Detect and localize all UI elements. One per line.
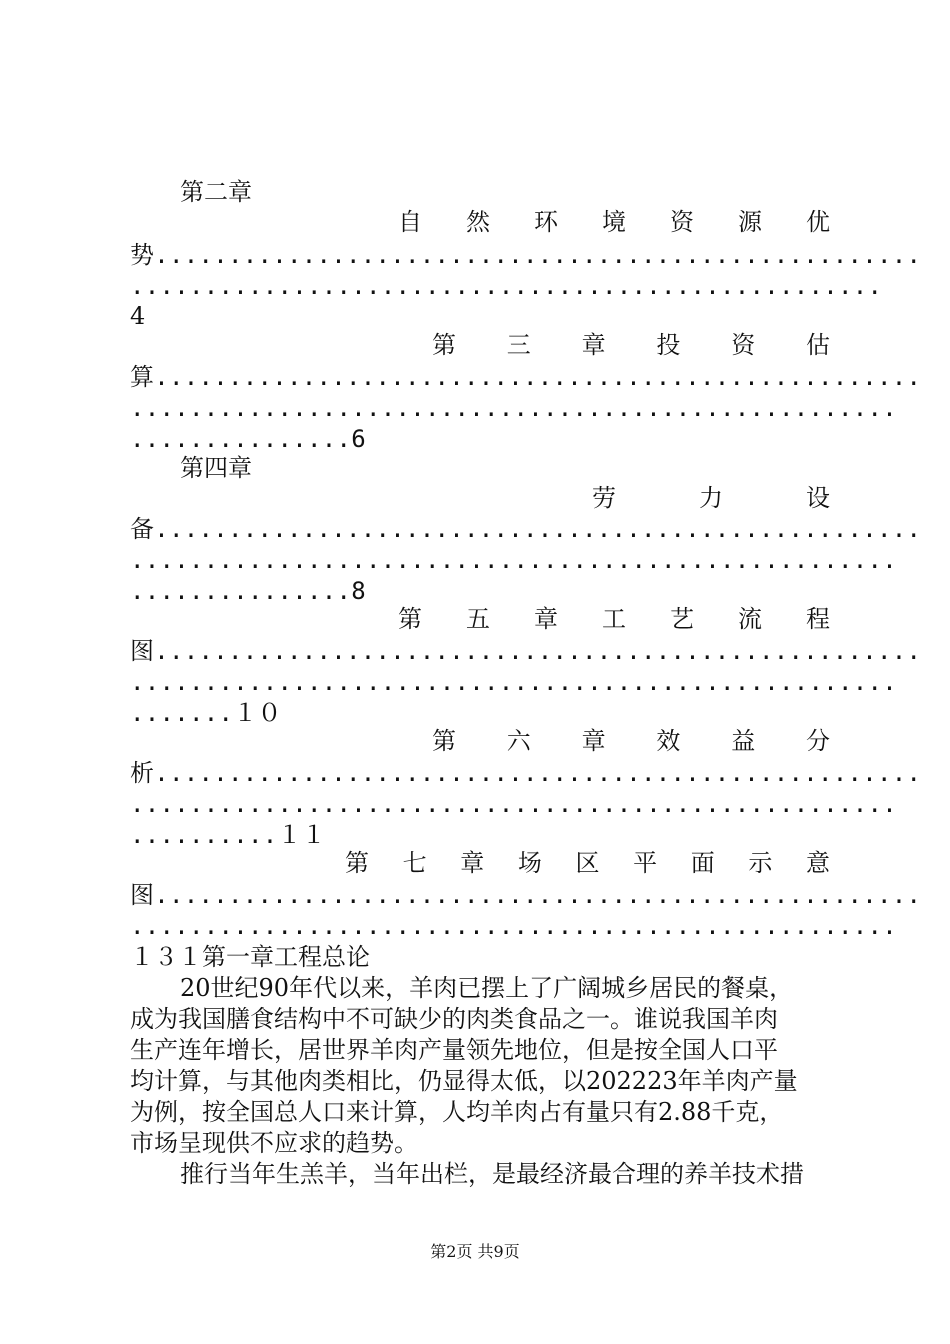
toc-ch7-dots-1: 图.................................................... [130, 881, 922, 909]
paragraph-1-line-6: 市场呈现供不应求的趋势。 [130, 1129, 418, 1157]
toc-ch2-title [398, 207, 830, 237]
heading-char: 程 [806, 605, 830, 633]
heading-char: 平 [633, 849, 658, 877]
heading-char: 优 [806, 208, 830, 236]
toc-ch6-dots-2: .................................................... [130, 790, 897, 818]
chapter-1-heading: １３１第一章工程总论 [130, 943, 370, 971]
heading-char: 示 [748, 849, 773, 877]
heading-char: 章 [460, 849, 485, 877]
heading-char: 流 [738, 605, 762, 633]
heading-char: 投 [656, 331, 681, 359]
toc-ch5-dots-1: 图.................................................... [130, 637, 922, 665]
toc-ch3-title [432, 330, 830, 360]
heading-char: 艺 [670, 605, 694, 633]
heading-char: 工 [602, 605, 626, 633]
heading-char: 第 [432, 331, 456, 359]
heading-char: 面 [690, 849, 715, 877]
heading-char: 第 [345, 849, 369, 877]
toc-ch6-dots-1: 析.................................................... [130, 759, 922, 787]
toc-ch2-dots-1: 势.................................................... [130, 241, 922, 269]
heading-char: 意 [806, 849, 830, 877]
toc-ch6-title [432, 726, 830, 756]
page-number-footer: 第2页 共9页 [430, 1242, 520, 1261]
toc-ch4-dots-2: .................................................... [130, 546, 897, 574]
heading-char: 三 [506, 331, 531, 359]
paragraph-1-line-4: 均计算，与其他肉类相比，仍显得太低，以202223年羊肉产量 [130, 1067, 798, 1095]
heading-char: 境 [602, 208, 626, 236]
heading-char: 设 [806, 484, 830, 512]
heading-char: 益 [731, 727, 756, 755]
toc-ch3-dots-1: 算.................................................... [130, 363, 922, 391]
toc-ch6-dots-3: ..........１１ [130, 821, 327, 849]
heading-char: 分 [805, 727, 830, 755]
heading-char: 资 [670, 208, 694, 236]
toc-ch7-title [345, 848, 830, 878]
toc-ch4-dots-3: ...............8 [130, 577, 366, 605]
toc-ch3-dots-3: ...............6 [130, 425, 366, 453]
toc-ch3-dots-2: .................................................... [130, 394, 897, 422]
heading-char: 章 [581, 727, 606, 755]
toc-ch5-dots-3: .......１０ [130, 699, 282, 727]
toc-ch2-dots-2: ................................................... [130, 272, 883, 300]
heading-char: 效 [656, 727, 681, 755]
paragraph-1-line-5: 为例，按全国总人口来计算，人均羊肉占有量只有2.88千克， [130, 1098, 784, 1126]
heading-char: 区 [575, 849, 600, 877]
heading-char: 章 [534, 605, 558, 633]
toc-ch5-title [398, 604, 830, 634]
paragraph-1-line-1: 20世纪90年代以来，羊肉已摆上了广阔城乡居民的餐桌， [180, 974, 794, 1002]
toc-ch4-dots-1: 备.................................................... [130, 515, 922, 543]
toc-ch4-title [592, 483, 830, 513]
toc-ch2-page: 4 [130, 302, 146, 330]
heading-char: 源 [738, 208, 762, 236]
paragraph-1-line-2: 成为我国膳食结构中不可缺少的肉类食品之一。谁说我国羊肉 [130, 1005, 778, 1033]
heading-char: 第 [432, 727, 456, 755]
heading-char: 六 [506, 727, 531, 755]
paragraph-1-line-3: 生产连年增长，居世界羊肉产量领先地位，但是按全国人口平 [130, 1036, 778, 1064]
heading-char: 场 [517, 849, 542, 877]
toc-ch5-dots-2: .................................................... [130, 668, 897, 696]
heading-char: 五 [466, 605, 490, 633]
paragraph-2-line-1: 推行当年生羔羊，当年出栏，是最经济最合理的养羊技术措 [180, 1160, 804, 1188]
heading-char: 第 [398, 605, 422, 633]
heading-char: 环 [534, 208, 558, 236]
heading-char: 资 [731, 331, 756, 359]
heading-char: 七 [402, 849, 427, 877]
toc-ch4-heading: 第四章 [180, 454, 252, 482]
toc-ch7-dots-2: .................................................... [130, 912, 897, 940]
heading-char: 然 [466, 208, 490, 236]
heading-char: 力 [699, 484, 723, 512]
heading-char: 估 [805, 331, 830, 359]
heading-char: 劳 [592, 484, 616, 512]
heading-char: 章 [581, 331, 606, 359]
heading-char: 自 [398, 208, 422, 236]
toc-ch2-heading: 第二章 [180, 178, 252, 206]
